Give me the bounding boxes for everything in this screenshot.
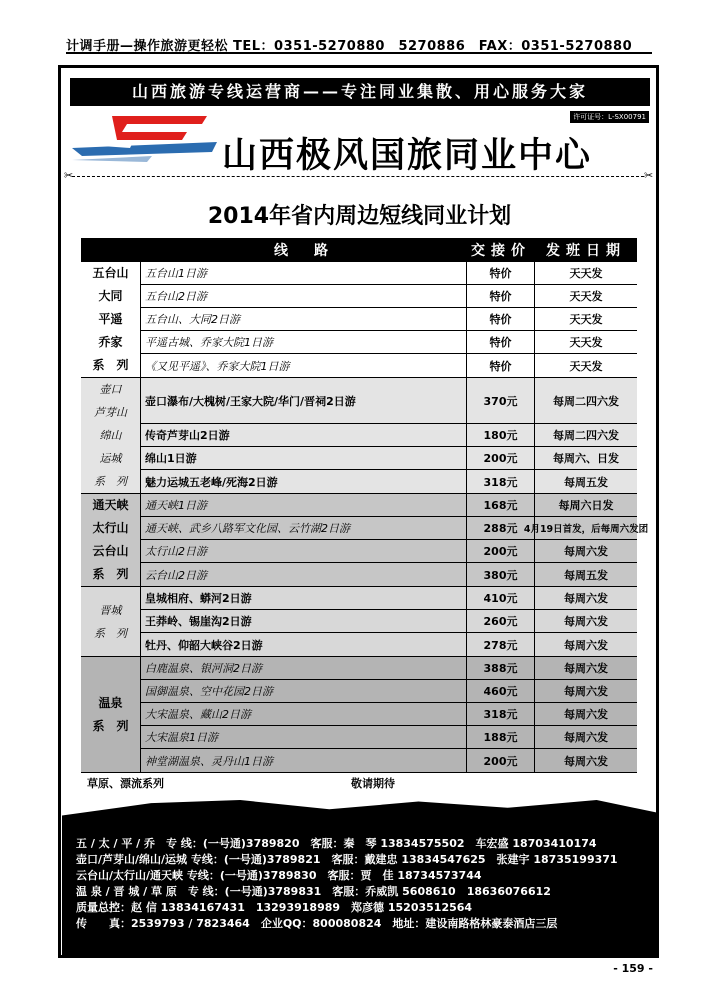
- table-row: 通天峡、武乡八路军文化园、云竹湖2日游 288元 4月19日首发，后每周六发团: [141, 517, 637, 540]
- table-row: 牡丹、仰韶大峡谷2日游 278元 每周六发: [141, 633, 637, 656]
- table-row: 绵山1日游 200元 每周六、日发: [141, 447, 637, 470]
- table-row: 五台山1日游 特价 天天发: [141, 262, 637, 285]
- table-row: 《又见平遥》、乔家大院1日游 特价 天天发: [141, 354, 637, 377]
- table-header: [81, 238, 637, 262]
- page-number: - 159 -: [613, 962, 653, 975]
- contact-line: 壶口/芦芽山/绵山/运城 专线：(一号通)3789821 客服：戴建忠 13834547625 张建宇 18735199371: [76, 853, 618, 866]
- scissors-icon-right: ✂: [644, 169, 654, 182]
- header-schedule: 发班日期: [546, 243, 626, 259]
- table-row: 壶口瀑布/大槐树/王家大院/华门/晋祠2日游 370元 每周二四六发: [141, 378, 637, 424]
- plan-title: 2014年省内周边短线同业计划: [207, 204, 512, 229]
- header-price: 交接价: [471, 243, 531, 259]
- table-row: 五台山2日游 特价 天天发: [141, 285, 637, 308]
- scissors-icon-left: ✂: [64, 169, 74, 182]
- contact-lines: [76, 836, 618, 932]
- slogan-banner: 山西旅游专线运营商——专注同业集散、用心服务大家: [70, 78, 650, 106]
- group-wenquan: [81, 657, 637, 773]
- top-header: 计调手册—操作旅游更轻松 TEL：0351-5270880 5270886 FAX：0351-5270880: [66, 39, 633, 54]
- group-label: 壶口 芦芽山 绵山 运城 系 列: [81, 378, 141, 493]
- table-row: 国御温泉、空中花园2日游 460元 每周六发: [141, 680, 637, 703]
- header-route: 线 路: [274, 243, 334, 259]
- table-row: 云台山2日游 380元 每周五发: [141, 563, 637, 586]
- group-tongtianxia: [81, 494, 649, 587]
- footer-series: 草原、漂流系列: [87, 777, 164, 790]
- table-row: 王莽岭、锡崖沟2日游 260元 每周六发: [141, 610, 637, 633]
- contact-line: 温 泉 / 晋 城 / 草 原 专 线：(一号通)3789831 客服：乔威凯 5608610 18636076612: [76, 885, 551, 898]
- permit-number: 许可证号：L-SX00791: [570, 111, 649, 123]
- group-hukou: [81, 378, 637, 494]
- group-label: 五台山 大同 平遥 乔家 系 列: [81, 262, 141, 377]
- contact-line: 传 真：2539793 / 7823464 企业QQ：800080824 地址：建设南路格林豪泰酒店三层: [76, 917, 558, 930]
- table-footer-row: [81, 773, 637, 793]
- contact-line: 云台山/太行山/通天峡 专线：(一号通)3789830 客服：贾 佳 18734573744: [76, 869, 482, 882]
- top-rule: [66, 52, 652, 54]
- group-label: 通天峡 太行山 云台山 系 列: [81, 494, 141, 586]
- cut-line: [72, 176, 644, 177]
- table-row: 大宋温泉1日游 188元 每周六发: [141, 726, 637, 749]
- table-row: 神堂湖温泉、灵丹山1日游 200元 每周六发: [141, 749, 637, 772]
- table-row: 通天峡1日游 168元 每周六日发: [141, 494, 637, 517]
- group-label: 晋城 系 列: [81, 587, 141, 656]
- table-row: 白鹿温泉、银河洞2日游 388元 每周六发: [141, 657, 637, 680]
- table-row: 大宋温泉、藏山2日游 318元 每周六发: [141, 703, 637, 726]
- table-row: 太行山2日游 200元 每周六发: [141, 540, 637, 563]
- footer-coming-soon: 敬请期待: [351, 777, 395, 790]
- table-row: 传奇芦芽山2日游 180元 每周二四六发: [141, 424, 637, 447]
- table-row: 五台山、大同2日游 特价 天天发: [141, 308, 637, 331]
- group-label: 温泉 系 列: [81, 657, 141, 772]
- group-wutai: [81, 262, 637, 378]
- company-name: 山西极风国旅同业中心: [222, 136, 593, 176]
- contact-line: 五 / 太 / 平 / 乔 专 线：(一号通)3789820 客服：秦 琴 13834575502 车宏盛 18703410174: [76, 837, 597, 850]
- table-row: 皇城相府、蟒河2日游 410元 每周六发: [141, 587, 637, 610]
- group-jincheng: [81, 587, 637, 657]
- table-row: 魅力运城五老峰/死海2日游 318元 每周五发: [141, 470, 637, 493]
- route-table: [81, 238, 649, 793]
- contact-line: 质量总控：赵 信 13834167431 13293918989 郑彦德 15203512564: [76, 901, 473, 914]
- company-logo: [72, 112, 217, 172]
- table-row: 平遥古城、乔家大院1日游 特价 天天发: [141, 331, 637, 354]
